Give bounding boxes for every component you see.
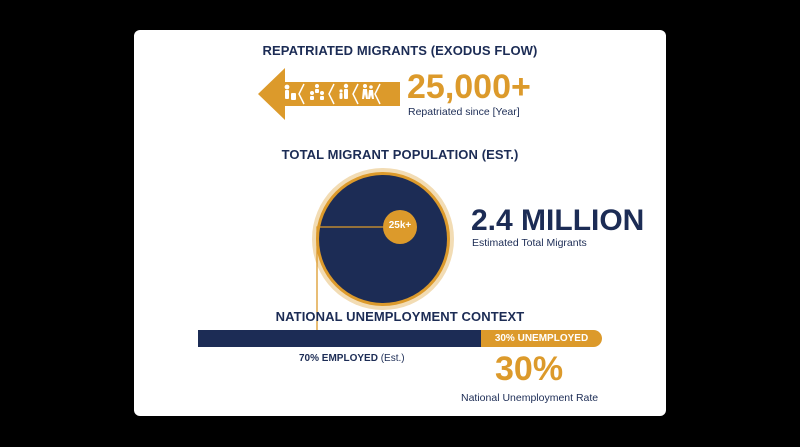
repatriated-value: 25,000+ [407,68,531,106]
employed-label [299,353,405,364]
infographic-card [134,30,666,416]
population-heading: TOTAL MIGRANT POPULATION (EST.) [281,147,519,162]
unemployment-heading: NATIONAL UNEMPLOYMENT CONTEXT [275,309,525,324]
unemployed-bar-label: 30% UNEMPLOYED [494,333,589,344]
employed-label-suffix: (Est.) [380,353,405,364]
population-inner-label: 25k+ [388,220,412,231]
unemployment-caption: National Unemployment Rate [461,392,599,404]
employed-label-text: 70% EMPLOYED [299,353,378,364]
population-value: 2.4 MILLION [471,204,645,237]
repatriated-heading: REPATRIATED MIGRANTS (EXODUS FLOW) [262,43,538,58]
unemployed-bar-segment [481,330,602,347]
unemployment-value: 30% [495,350,564,388]
population-caption: Estimated Total Migrants [472,237,587,249]
employed-bar-segment [198,330,481,347]
exodus-arrow-graphic [258,68,400,120]
repatriated-caption: Repatriated since [Year] [408,106,520,118]
